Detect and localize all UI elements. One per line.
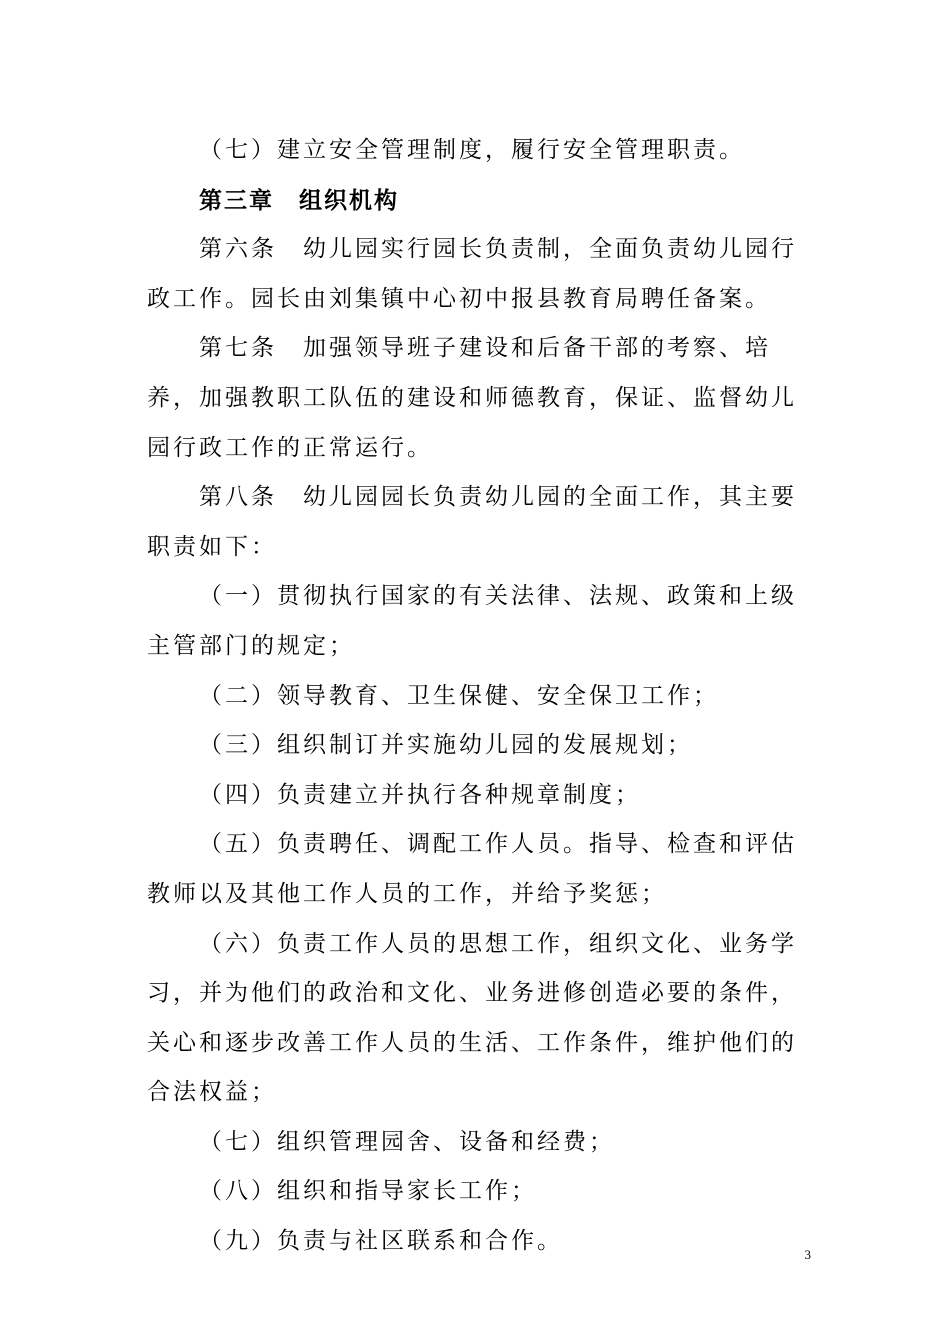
duty-9: （九）负责与社区联系和合作。 xyxy=(199,1228,563,1255)
clause-7-safety: （七）建立安全管理制度，履行安全管理职责。 xyxy=(199,137,745,163)
duty-6: （六）负责工作人员的思想工作，组织文化、业务学习，并为他们的政治和文化、业务进修创造必要的条件，关心和逐步改善工作人员的生活、工作条件，维护他们的合法权益； xyxy=(147,930,797,1106)
article-7: 第七条 加强领导班子建设和后备干部的考察、培养，加强教职工队伍的建设和师德教育，保证、监督幼儿园行政工作的正常运行。 xyxy=(147,335,797,461)
duty-2: （二）领导教育、卫生保健、安全保卫工作； xyxy=(199,682,719,709)
chapter-3-heading: 第三章 组织机构 xyxy=(199,186,399,214)
page-number: 3 xyxy=(804,1247,811,1262)
duty-5: （五）负责聘任、调配工作人员。指导、检查和评估教师以及其他工作人员的工作，并给予奖惩； xyxy=(147,831,797,907)
article-8: 第八条 幼儿园园长负责幼儿园的全面工作，其主要职责如下： xyxy=(147,484,797,560)
duty-4: （四）负责建立并执行各种规章制度； xyxy=(199,781,641,808)
duty-7: （七）组织管理园舍、设备和经费； xyxy=(199,1128,615,1155)
duty-1: （一）贯彻执行国家的有关法律、法规、政策和上级主管部门的规定； xyxy=(147,583,797,659)
article-6: 第六条 幼儿园实行园长负责制，全面负责幼儿园行政工作。园长由刘集镇中心初中报县教育局聘任备案。 xyxy=(147,236,797,312)
duty-3: （三）组织制订并实施幼儿园的发展规划； xyxy=(199,732,693,759)
duty-8: （八）组织和指导家长工作； xyxy=(199,1178,537,1205)
document-body xyxy=(147,126,807,1267)
